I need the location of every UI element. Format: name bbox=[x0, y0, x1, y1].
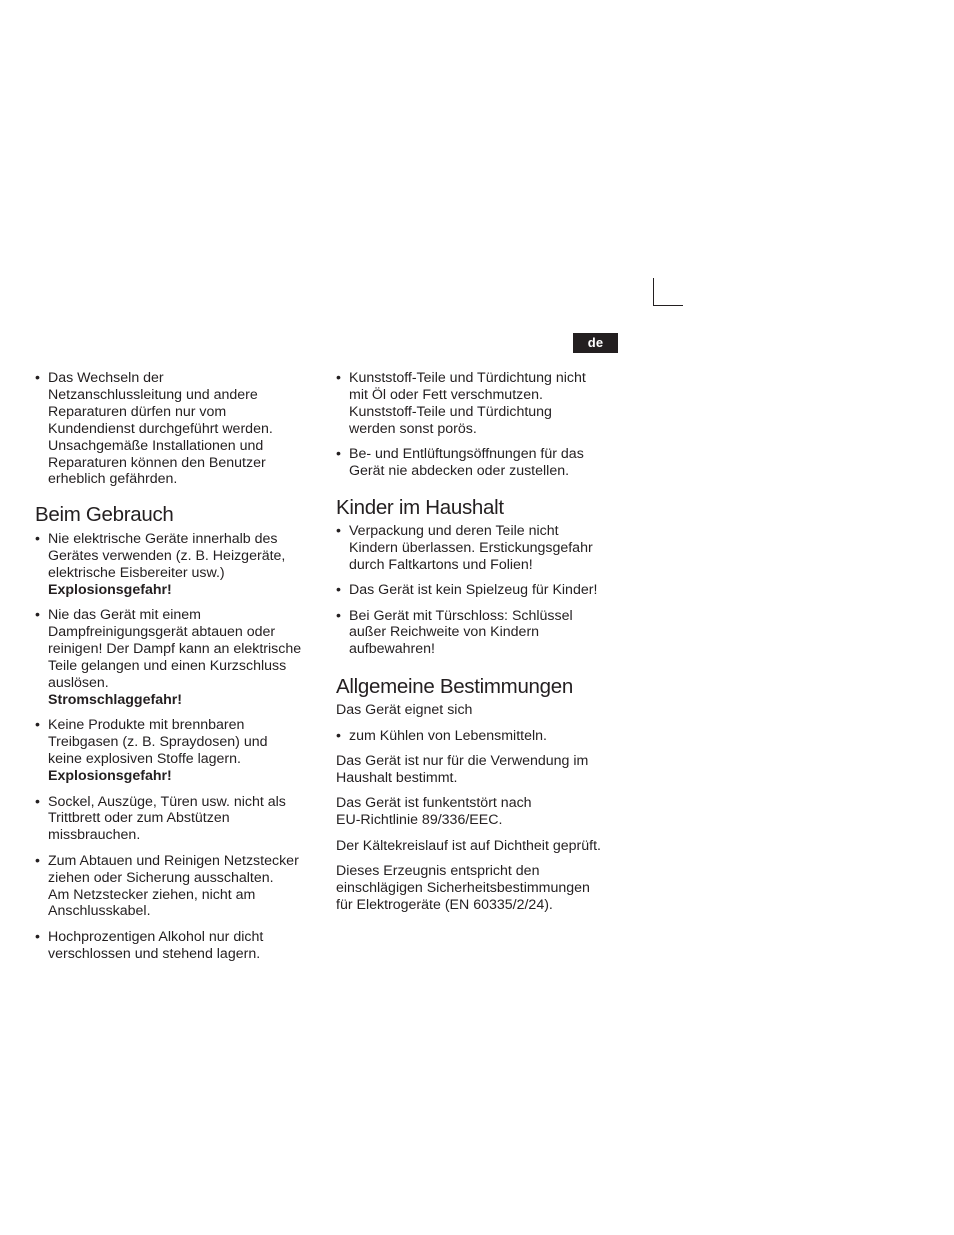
list-item-text: Bei Gerät mit Türschloss: Schlüssel außer Reichweite von Kindern aufbewahren! bbox=[349, 607, 573, 658]
kinder-list bbox=[336, 523, 626, 658]
list-item bbox=[35, 531, 325, 599]
allgemeine-list bbox=[336, 728, 626, 745]
list-item-text: Be- und Entlüftungsöffnungen für das Gerät nie abdecken oder zustellen. bbox=[349, 446, 584, 480]
warning-label: Explosionsgefahr! bbox=[48, 582, 172, 599]
bullet-icon: • bbox=[35, 370, 40, 386]
list-item-text: Kunststoff-Teile und Türdichtung nicht mit Öl oder Fett verschmutzen. Kunststoff-Teile und Türdichtung werden sonst porös. bbox=[349, 370, 586, 437]
language-tab: de bbox=[573, 333, 618, 353]
list-item bbox=[35, 607, 325, 708]
warning-label: Stromschlaggefahr! bbox=[48, 692, 183, 708]
list-item bbox=[336, 523, 626, 574]
list-item-text: Nie das Gerät mit einem Dampfreinigungsgerät abtauen oder reinigen! Der Dampf kann an elektrische Teile gelangen und einen Kurzschluss auslösen. bbox=[48, 607, 302, 692]
bullet-icon: • bbox=[336, 727, 341, 744]
list-item bbox=[35, 853, 325, 921]
list-item-text: Das Gerät ist kein Spielzeug für Kinder! bbox=[349, 582, 598, 599]
paragraph: Das Gerät eignet sich bbox=[336, 702, 473, 719]
list-item-text: Hochprozentigen Alkohol nur dicht verschlossen und stehend lagern. bbox=[48, 928, 264, 962]
section-title-allgemeine-bestimmungen: Allgemeine Bestimmungen bbox=[336, 675, 573, 699]
list-item bbox=[336, 608, 626, 659]
bullet-icon: • bbox=[35, 607, 40, 624]
beim-gebrauch-list bbox=[35, 531, 325, 962]
paragraph: Der Kältekreislauf ist auf Dichtheit geprüft. bbox=[336, 837, 601, 854]
list-item bbox=[35, 794, 325, 845]
bullet-icon: • bbox=[336, 370, 341, 386]
list-item-text: Das Wechseln der Netzanschlussleitung und andere Reparaturen dürfen nur vom Kundendienst durchgeführt werden. Unsachgemäße Installationen und Reparaturen können den Benutzer erheblich gefährden. bbox=[48, 370, 273, 488]
list-item bbox=[336, 370, 626, 438]
left-column bbox=[35, 370, 325, 971]
section-title-kinder-im-haushalt: Kinder im Haushalt bbox=[336, 495, 504, 519]
list-item-text: zum Kühlen von Lebensmitteln. bbox=[349, 727, 547, 744]
list-item bbox=[336, 582, 626, 599]
list-item bbox=[35, 929, 325, 963]
list-item bbox=[35, 370, 325, 488]
bullet-icon: • bbox=[35, 928, 40, 945]
bullet-icon: • bbox=[336, 607, 341, 624]
list-item bbox=[35, 717, 325, 785]
list-item-text: Sockel, Auszüge, Türen usw. nicht als Trittbrett oder zum Abstützen missbrauchen. bbox=[48, 793, 286, 844]
list-item-text: Nie elektrische Geräte innerhalb des Gerätes verwenden (z. B. Heizgeräte, elektrische Eisbereiter usw.) bbox=[48, 531, 286, 582]
warning-label: Explosionsgefahr! bbox=[48, 768, 172, 785]
crop-mark-horizontal bbox=[653, 305, 683, 306]
intro-list bbox=[35, 370, 325, 488]
bullet-icon: • bbox=[336, 446, 341, 463]
bullet-icon: • bbox=[336, 582, 341, 599]
bullet-icon: • bbox=[336, 522, 341, 539]
intro-list bbox=[336, 370, 626, 480]
list-item-text: Zum Abtauen und Reinigen Netzstecker ziehen oder Sicherung ausschalten. Am Netzstecker ziehen, nicht am Anschlusskabel. bbox=[48, 852, 299, 920]
paragraph: Dieses Erzeugnis entspricht den einschlägigen Sicherheitsbestimmungen für Elektrogeräte (EN 60335/2/24). bbox=[336, 863, 590, 913]
right-column bbox=[336, 370, 626, 922]
bullet-icon: • bbox=[35, 717, 40, 734]
list-item-text: Verpackung und deren Teile nicht Kindern überlassen. Erstickungsgefahr durch Faltkartons und Folien! bbox=[349, 522, 593, 573]
paragraph: Das Gerät ist nur für die Verwendung im Haushalt bestimmt. bbox=[336, 753, 589, 786]
paragraph: Das Gerät ist funkentstört nach EU-Richtlinie 89/336/EEC. bbox=[336, 795, 532, 829]
bullet-icon: • bbox=[35, 852, 40, 869]
bullet-icon: • bbox=[35, 531, 40, 548]
list-item bbox=[336, 728, 626, 745]
crop-mark-vertical bbox=[653, 278, 654, 306]
bullet-icon: • bbox=[35, 793, 40, 810]
section-title-beim-gebrauch: Beim Gebrauch bbox=[35, 503, 174, 527]
list-item bbox=[336, 446, 626, 480]
list-item-text: Keine Produkte mit brennbaren Treibgasen (z. B. Spraydosen) und keine explosiven Stoffe lagern. bbox=[48, 717, 268, 768]
